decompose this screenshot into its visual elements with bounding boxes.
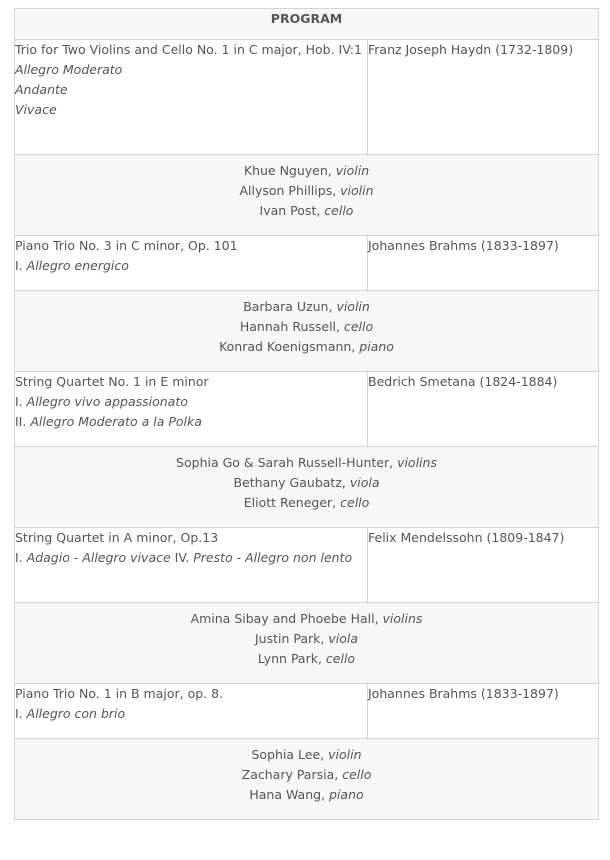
performer [15,201,598,221]
performer [15,317,598,337]
performer [15,649,598,669]
performers-row [15,739,599,820]
performer-instrument: viola [349,475,380,490]
performer-instrument: piano [329,787,364,802]
performer-instrument: cello [325,651,356,666]
performer-name: Amina Sibay and Phoebe Hall, [190,611,383,626]
performer-name: Zachary Parsia, [241,767,343,782]
movement: Allegro Moderato [15,62,123,77]
composer-cell: Felix Mendelssohn (1809-1847) [368,528,599,603]
movement-number: I. [15,706,27,721]
performer [15,493,598,513]
piece-cell [15,40,368,155]
piece-title: String Quartet in A minor, Op.13 [15,530,219,545]
piece-row [15,528,599,603]
performer [15,629,598,649]
movement-number: I. [15,394,27,409]
piece-cell [15,528,368,603]
piece-title: Trio for Two Violins and Cello No. 1 in C major, Hob. IV:1 [15,42,362,57]
performers-row [15,447,599,528]
piece-cell [15,684,368,739]
movement-number: I. [15,550,27,565]
performer [15,473,598,493]
performer-name: Khue Nguyen, [243,163,336,178]
performer [15,609,598,629]
piece-cell [15,372,368,447]
composer-cell: Franz Joseph Haydn (1732-1809) [368,40,599,155]
movement: Presto - Allegro non lento [193,550,353,565]
program-table [14,8,599,820]
composer-cell: Bedrich Smetana (1824-1884) [368,372,599,447]
performers-row [15,155,599,236]
piece-row [15,40,599,155]
performer-name: Sophia Lee, [251,747,329,762]
performer [15,765,598,785]
piece-row [15,684,599,739]
performer [15,181,598,201]
performers-cell [15,155,599,236]
performers-cell [15,603,599,684]
performer-name: Allyson Phillips, [239,183,341,198]
piece-row [15,372,599,447]
performer-instrument: cello [343,319,374,334]
performer-name: Eliott Reneger, [243,495,341,510]
performer-instrument: piano [359,339,394,354]
performer-name: Lynn Park, [257,651,326,666]
performer [15,337,598,357]
performer-name: Ivan Post, [259,203,325,218]
movement: Allegro energico [26,258,129,273]
movement: Allegro con brio [26,706,126,721]
movement: Adagio - Allegro vivace [26,550,171,565]
performer-name: Justin Park, [255,631,329,646]
performer-name: Sophia Go & Sarah Russell-Hunter, [176,455,398,470]
performers-cell [15,739,599,820]
movement: Andante [15,82,68,97]
performers-row [15,291,599,372]
performer-name: Hana Wang, [249,787,329,802]
movement: Allegro Moderato a la Polka [30,414,202,429]
performer-instrument: viola [328,631,359,646]
performers-cell [15,447,599,528]
performer [15,785,598,805]
performers-row [15,603,599,684]
performer-instrument: cello [340,495,370,510]
performer-instrument: violin [335,163,370,178]
piece-title: Piano Trio No. 3 in C minor, Op. 101 [15,238,238,253]
performer [15,161,598,181]
movement: Vivace [15,102,57,117]
composer-cell: Johannes Brahms (1833-1897) [368,684,599,739]
performer-instrument: violin [336,299,370,314]
piece-title: String Quartet No. 1 in E minor [15,374,209,389]
performers-cell [15,291,599,372]
performer [15,745,598,765]
performer-name: Konrad Koenigsmann, [219,339,360,354]
performer-instrument: violin [328,747,362,762]
performer [15,453,598,473]
performer-name: Hannah Russell, [239,319,344,334]
performer [15,297,598,317]
performer-instrument: cello [342,767,372,782]
performer-instrument: violins [382,611,423,626]
program-header: PROGRAM [15,9,599,40]
performer-name: Bethany Gaubatz, [233,475,350,490]
piece-row [15,236,599,291]
piece-title: Piano Trio No. 1 in B major, op. 8. [15,686,224,701]
movement-number: II. [15,414,31,429]
piece-cell [15,236,368,291]
movement-number: IV. [174,550,194,565]
performer-instrument: violin [340,183,374,198]
movement: Allegro vivo appassionato [26,394,188,409]
movement-number: I. [15,258,27,273]
composer-cell: Johannes Brahms (1833-1897) [368,236,599,291]
performer-instrument: cello [324,203,354,218]
performer-instrument: violins [397,455,437,470]
performer-name: Barbara Uzun, [243,299,337,314]
